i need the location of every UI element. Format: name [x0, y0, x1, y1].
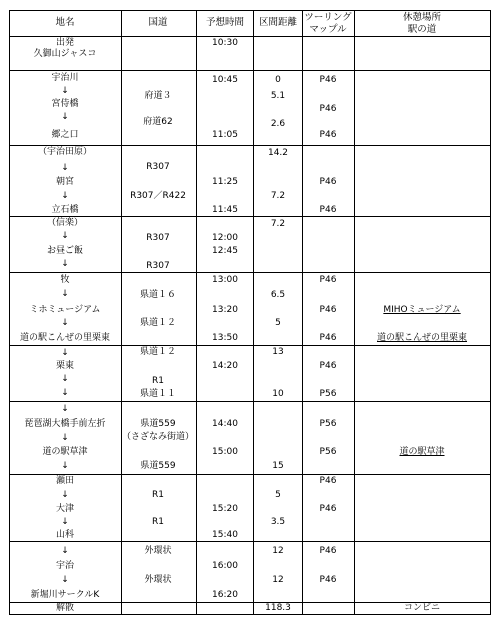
map-page-cell: P56 [319, 389, 337, 399]
place-cell: 山科 [55, 530, 75, 540]
road-cell: R307 [146, 261, 170, 271]
map-page-cell: P56 [319, 419, 337, 429]
grid-line [9, 216, 491, 217]
time-cell: 14:20 [212, 361, 238, 371]
map-page-cell: P46 [319, 476, 337, 486]
road-cell: 県道１２ [139, 347, 177, 357]
time-cell: 15:00 [212, 447, 238, 457]
rest-stop-link[interactable]: 道の駅草津 [399, 447, 445, 457]
header-distance: 区間距離 [258, 17, 298, 28]
time-cell: 11:45 [212, 205, 238, 215]
grid-line [9, 541, 491, 542]
map-page-cell: P46 [319, 305, 337, 315]
place-cell: 琵琶湖大橋手前左折 [24, 419, 106, 429]
map-page-cell: P46 [319, 275, 337, 285]
grid-line [9, 10, 491, 11]
distance-cell: 5 [275, 318, 281, 328]
distance-cell: 15 [272, 461, 284, 471]
map-page-cell: P46 [319, 130, 337, 140]
distance-cell: 6.5 [270, 290, 286, 300]
place-cell: （信楽） [46, 218, 84, 228]
place-cell: 立石橋 [51, 205, 79, 215]
grid-line [9, 345, 491, 346]
time-cell: 16:20 [212, 590, 238, 600]
place-cell: 道の駅こんぜの里栗東 [19, 333, 111, 343]
grid-line [9, 401, 491, 402]
header-road: 国道 [148, 17, 168, 28]
road-cell: 県道１２ [139, 318, 177, 328]
road-cell: 府道３ [144, 91, 172, 101]
distance-cell: 3.5 [270, 517, 286, 527]
rest-stop-link[interactable]: MIHOミュージアム [383, 305, 461, 315]
grid-line [9, 272, 491, 273]
distance-cell: 5.1 [270, 91, 286, 101]
place-cell: 解散 [55, 603, 75, 613]
map-page-cell: P46 [319, 333, 337, 343]
map-page-cell: P46 [319, 504, 337, 514]
arrow-icon: ↓ [61, 374, 69, 384]
place-cell: ミホミュージアム [29, 305, 101, 315]
time-cell: 10:45 [212, 75, 238, 85]
road-cell: R307 [146, 162, 170, 172]
header-rest-line1: 休憩場所 [402, 12, 442, 23]
grid-line [9, 474, 491, 475]
grid-line [121, 10, 122, 615]
road-cell: 府道62 [143, 117, 173, 127]
time-cell: 15:20 [212, 504, 238, 514]
road-cell: 外環状 [144, 575, 172, 585]
arrow-icon: ↓ [61, 348, 69, 358]
place-cell: お昼ご飯 [46, 246, 84, 256]
place-cell: 久御山ジャスコ [33, 49, 97, 59]
header-place: 地名 [55, 17, 75, 28]
road-cell: R1 [152, 517, 164, 527]
map-page-cell: P46 [319, 361, 337, 371]
place-cell: 瀬田 [55, 476, 75, 486]
place-cell: 宇治川 [51, 73, 79, 83]
time-cell: 10:30 [212, 38, 238, 48]
road-cell: 県道559 [140, 419, 176, 429]
grid-line [9, 70, 491, 71]
map-page-cell: P46 [319, 205, 337, 215]
grid-line [9, 145, 491, 146]
distance-cell: 12 [272, 575, 284, 585]
place-cell: 朝宮 [55, 177, 75, 187]
time-cell: 12:00 [212, 233, 238, 243]
place-cell: 道の駅草津 [42, 447, 88, 457]
distance-cell: 10 [272, 389, 284, 399]
arrow-icon: ↓ [61, 433, 69, 443]
arrow-icon: ↓ [61, 112, 69, 122]
road-cell: （さざなみ街道） [121, 432, 195, 442]
distance-cell: 5 [275, 490, 281, 500]
arrow-icon: ↓ [61, 259, 69, 269]
header-map-line2: マップル [309, 24, 347, 35]
total-distance: 118.3 [265, 603, 291, 613]
arrow-icon: ↓ [61, 404, 69, 414]
map-page-cell: P56 [319, 447, 337, 457]
arrow-icon: ↓ [61, 231, 69, 241]
grid-line [9, 10, 10, 615]
rest-stop-cell: コンビニ [403, 603, 441, 613]
road-cell: 県道１１ [139, 389, 177, 399]
grid-line [490, 10, 491, 615]
distance-cell: 7.2 [270, 219, 286, 229]
grid-line [196, 10, 197, 615]
arrow-icon: ↓ [61, 546, 69, 556]
arrow-icon: ↓ [61, 575, 69, 585]
map-page-cell: P46 [319, 75, 337, 85]
place-cell: 出発 [55, 38, 75, 48]
map-page-cell: P46 [319, 177, 337, 187]
distance-cell: 0 [275, 75, 281, 85]
grid-line [253, 10, 254, 615]
place-cell: 郷之口 [51, 130, 79, 140]
arrow-icon: ↓ [61, 388, 69, 398]
road-cell: R307 [146, 233, 170, 243]
map-page-cell: P46 [319, 104, 337, 114]
time-cell: 13:50 [212, 333, 238, 343]
time-cell: 14:40 [212, 419, 238, 429]
grid-line [302, 10, 303, 615]
arrow-icon: ↓ [61, 461, 69, 471]
road-cell: 県道１６ [139, 290, 177, 300]
time-cell: 15:40 [212, 530, 238, 540]
map-page-cell: P46 [319, 546, 337, 556]
arrow-icon: ↓ [61, 163, 69, 173]
distance-cell: 2.6 [270, 119, 286, 129]
place-cell: 宇治 [55, 561, 75, 571]
place-cell: 宮侍橋 [51, 99, 79, 109]
place-cell: （宇治田原） [37, 147, 93, 157]
map-page-cell: P46 [319, 575, 337, 585]
arrow-icon: ↓ [61, 517, 69, 527]
place-cell: 大津 [55, 504, 75, 514]
place-cell: 牧 [60, 275, 70, 285]
time-cell: 11:05 [212, 130, 238, 140]
distance-cell: 14.2 [267, 148, 289, 158]
place-cell: 新堀川サークルK [30, 590, 100, 600]
road-cell: 外環状 [144, 546, 172, 556]
arrow-icon: ↓ [61, 289, 69, 299]
grid-line [9, 614, 491, 615]
grid-line [354, 10, 355, 615]
arrow-icon: ↓ [61, 191, 69, 201]
arrow-icon: ↓ [61, 490, 69, 500]
distance-cell: 13 [272, 347, 284, 357]
header-map-line1: ツーリング [304, 12, 352, 23]
distance-cell: 12 [272, 546, 284, 556]
time-cell: 11:25 [212, 177, 238, 187]
time-cell: 13:20 [212, 305, 238, 315]
rest-stop-link[interactable]: 道の駅こんぜの里栗東 [376, 333, 468, 343]
road-cell: R307／R422 [130, 191, 186, 201]
header-rest-line2: 駅の道 [407, 24, 437, 35]
road-cell: 県道559 [140, 461, 176, 471]
distance-cell: 7.2 [270, 191, 286, 201]
time-cell: 12:45 [212, 246, 238, 256]
header-time: 予想時間 [205, 17, 245, 28]
place-cell: 栗東 [55, 361, 75, 371]
grid-line [9, 36, 491, 37]
arrow-icon: ↓ [61, 86, 69, 96]
road-cell: R1 [152, 490, 164, 500]
arrow-icon: ↓ [61, 318, 69, 328]
time-cell: 16:00 [212, 561, 238, 571]
time-cell: 13:00 [212, 275, 238, 285]
road-cell: R1 [152, 376, 164, 386]
